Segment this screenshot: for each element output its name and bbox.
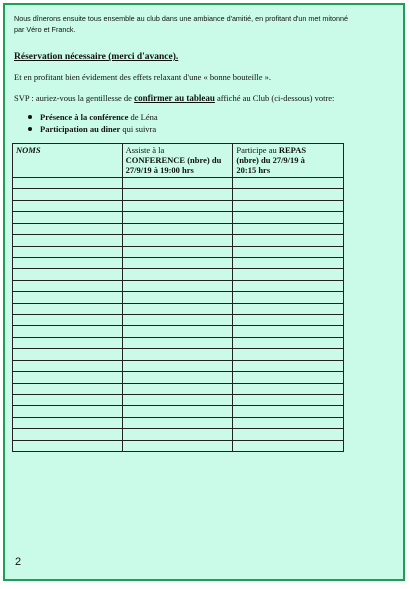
name-cell[interactable] — [13, 406, 123, 417]
table-row — [13, 269, 344, 280]
header-conference — [122, 144, 233, 178]
table-body — [13, 178, 344, 452]
header-repas-line-1 — [236, 145, 340, 155]
table-row — [13, 246, 344, 257]
name-cell[interactable] — [13, 257, 123, 268]
repas-count-cell[interactable] — [233, 235, 344, 246]
table-row — [13, 257, 344, 268]
repas-count-cell[interactable] — [233, 315, 344, 326]
intro-paragraph — [14, 14, 394, 35]
table-row — [13, 326, 344, 337]
header-repas — [233, 144, 344, 178]
conference-count-cell[interactable] — [122, 212, 233, 223]
repas-count-cell[interactable] — [233, 212, 344, 223]
bullet-item-dinner — [28, 123, 158, 135]
name-cell[interactable] — [13, 303, 123, 314]
name-cell[interactable] — [13, 429, 123, 440]
table-row — [13, 189, 344, 200]
name-cell[interactable] — [13, 178, 123, 189]
conference-count-cell[interactable] — [122, 269, 233, 280]
repas-count-cell[interactable] — [233, 417, 344, 428]
signup-table — [12, 143, 344, 452]
repas-count-cell[interactable] — [233, 406, 344, 417]
table-row — [13, 417, 344, 428]
table-row — [13, 280, 344, 291]
conference-count-cell[interactable] — [122, 223, 233, 234]
table-row — [13, 406, 344, 417]
conference-count-cell[interactable] — [122, 315, 233, 326]
header-conference-line-1: Assiste à la — [125, 145, 165, 155]
bullet-icon — [28, 127, 32, 131]
name-cell[interactable] — [13, 440, 123, 451]
conference-count-cell[interactable] — [122, 440, 233, 451]
bullet-rest: qui suivra — [120, 124, 157, 134]
page-number: 2 — [15, 556, 22, 568]
conference-count-cell[interactable] — [122, 246, 233, 257]
conference-count-cell[interactable] — [122, 292, 233, 303]
bullet-item-conference — [28, 111, 158, 123]
intro-line-2: par Véro et Franck. — [14, 24, 76, 34]
table-row — [13, 360, 344, 371]
name-cell[interactable] — [13, 292, 123, 303]
repas-count-cell[interactable] — [233, 372, 344, 383]
repas-count-cell[interactable] — [233, 360, 344, 371]
conference-count-cell[interactable] — [122, 429, 233, 440]
repas-count-cell[interactable] — [233, 269, 344, 280]
repas-count-cell[interactable] — [233, 178, 344, 189]
name-cell[interactable] — [13, 372, 123, 383]
repas-count-cell[interactable] — [233, 223, 344, 234]
table-row — [13, 372, 344, 383]
bullet-list — [28, 111, 158, 135]
conference-count-cell[interactable] — [122, 383, 233, 394]
table-row — [13, 178, 344, 189]
name-cell[interactable] — [13, 212, 123, 223]
repas-count-cell[interactable] — [233, 337, 344, 348]
header-names: NOMS — [13, 144, 123, 178]
table-row — [13, 292, 344, 303]
table-header-row — [13, 144, 344, 178]
conference-count-cell[interactable] — [122, 303, 233, 314]
repas-count-cell[interactable] — [233, 280, 344, 291]
table-row — [13, 395, 344, 406]
name-cell[interactable] — [13, 269, 123, 280]
name-cell[interactable] — [13, 360, 123, 371]
table-row — [13, 235, 344, 246]
bullet-icon — [28, 115, 32, 119]
bullet-rest: de Léna — [128, 112, 158, 122]
conference-count-cell[interactable] — [122, 360, 233, 371]
conference-count-cell[interactable] — [122, 189, 233, 200]
repas-count-cell[interactable] — [233, 246, 344, 257]
table-row — [13, 383, 344, 394]
header-repas-line-3: 20:15 hrs — [236, 165, 271, 175]
conference-count-cell[interactable] — [122, 280, 233, 291]
conference-count-cell[interactable] — [122, 200, 233, 211]
name-cell[interactable] — [13, 246, 123, 257]
repas-count-cell[interactable] — [233, 200, 344, 211]
repas-count-cell[interactable] — [233, 383, 344, 394]
repas-count-cell[interactable] — [233, 349, 344, 360]
name-cell[interactable] — [13, 395, 123, 406]
name-cell[interactable] — [13, 189, 123, 200]
conference-count-cell[interactable] — [122, 235, 233, 246]
name-cell[interactable] — [13, 235, 123, 246]
name-cell[interactable] — [13, 349, 123, 360]
intro-line-1: Nous dînerons ensuite tous ensemble au club dans une ambiance d'amitié, en profitant d'un met mitonné — [14, 14, 348, 23]
conference-count-cell[interactable] — [122, 372, 233, 383]
conference-count-cell[interactable] — [122, 395, 233, 406]
confirm-paragraph — [14, 93, 334, 103]
table-row — [13, 303, 344, 314]
name-cell[interactable] — [13, 200, 123, 211]
table-row — [13, 349, 344, 360]
bullet-bold: Participation au diner — [40, 124, 121, 134]
repas-count-cell[interactable] — [233, 257, 344, 268]
repas-count-cell[interactable] — [233, 303, 344, 314]
conference-count-cell[interactable] — [122, 337, 233, 348]
table-row — [13, 337, 344, 348]
confirm-emphasis: confirmer au tableau — [134, 93, 215, 103]
conference-count-cell[interactable] — [122, 406, 233, 417]
name-cell[interactable] — [13, 326, 123, 337]
conference-count-cell[interactable] — [122, 257, 233, 268]
repas-count-cell[interactable] — [233, 326, 344, 337]
header-repas-line-2: (nbre) du 27/9/19 à — [236, 155, 305, 165]
name-cell[interactable] — [13, 223, 123, 234]
bottle-paragraph: Et en profitant bien évidement des effets relaxant d'une « bonne bouteille ». — [14, 72, 272, 82]
repas-count-cell[interactable] — [233, 429, 344, 440]
confirm-text-after: affiché au Club (ci-dessous) votre: — [214, 93, 335, 103]
name-cell[interactable] — [13, 280, 123, 291]
conference-count-cell[interactable] — [122, 417, 233, 428]
repas-count-cell[interactable] — [233, 292, 344, 303]
name-cell[interactable] — [13, 417, 123, 428]
reservation-heading: Réservation nécessaire (merci d'avance). — [14, 52, 179, 62]
table-row — [13, 223, 344, 234]
conference-count-cell[interactable] — [122, 178, 233, 189]
table-row — [13, 440, 344, 451]
bullet-bold: Présence à la conférence — [40, 112, 129, 122]
conference-count-cell[interactable] — [122, 349, 233, 360]
confirm-text-before: SVP : auriez-vous la gentillesse de — [14, 93, 135, 103]
conference-count-cell[interactable] — [122, 326, 233, 337]
name-cell[interactable] — [13, 315, 123, 326]
repas-count-cell[interactable] — [233, 440, 344, 451]
header-repas-plain: Participe au — [236, 145, 279, 155]
header-conference-line-2: CONFERENCE (nbre) du — [125, 155, 222, 165]
name-cell[interactable] — [13, 337, 123, 348]
table-row — [13, 200, 344, 211]
repas-count-cell[interactable] — [233, 395, 344, 406]
table-row — [13, 212, 344, 223]
repas-count-cell[interactable] — [233, 189, 344, 200]
header-repas-bold: REPAS — [278, 145, 307, 155]
header-conference-line-3: 27/9/19 à 19:00 hrs — [125, 165, 194, 175]
table-row — [13, 315, 344, 326]
name-cell[interactable] — [13, 383, 123, 394]
table-row — [13, 429, 344, 440]
